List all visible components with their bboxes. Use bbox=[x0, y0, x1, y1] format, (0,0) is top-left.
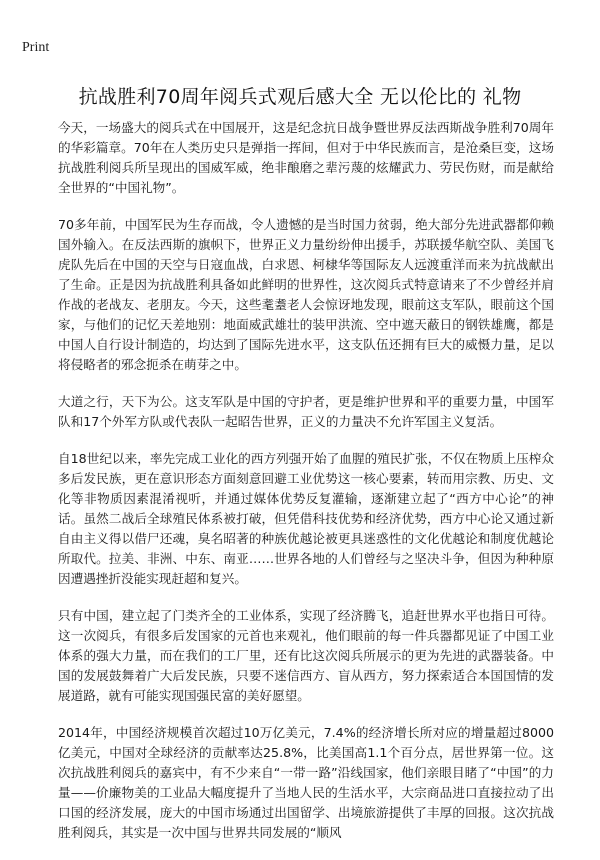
article-paragraph: 大道之行，天下为公。这支军队是中国的守护者，更是维护世界和平的重要力量，中国军队和17个外军方队或代表队一起昭告世界，正义的力量决不允许军国主义复活。 bbox=[58, 394, 554, 429]
article-body bbox=[58, 118, 554, 860]
article-paragraph: 自18世纪以来，率先完成工业化的西方列强开始了血腥的殖民扩张，不仅在物质上压榨众多后发民族，更在意识形态方面刻意回避工业优势这一核心要素，转而用宗教、历史、文化等非物质因素混淆视听，并通过媒体优势反复灌输，逐渐建立起了“西方中心论”的神话。虽然二战后全球殖民体系被打破，但凭借科技优势和经济优势，西方中心论又通过新自由主义得以借尸还魂，臭名昭著的种族优越论被更具迷惑性的文化优越论和制度优越论所取代。拉美、非洲、中东、南亚……世界各地的人们曾经与之坚决斗争，但因为种种原因遭遇挫折没能实现赶超和复兴。 bbox=[58, 451, 554, 586]
article-paragraph: 只有中国，建立起了门类齐全的工业体系，实现了经济腾飞，追赶世界水平也指日可待。这一次阅兵，有很多后发国家的元首也来观礼，他们眼前的每一件兵器都见证了中国工业体系的强大力量，而在我们的工厂里，还有比这次阅兵所展示的更为先进的武器装备。中国的发展鼓舞着广大后发民族，只要不迷信西方、盲从西方，努力探索适合本国国情的发展道路，就有可能实现国强民富的美好愿望。 bbox=[58, 608, 554, 703]
article-paragraph: 2014年，中国经济规模首次超过10万亿美元，7.4%的经济增长所对应的增量超过8000亿美元，中国对全球经济的贡献率达25.8%，比美国高1.1个百分点，居世界第一位。这次抗战胜利阅兵的嘉宾中，有不少来自“一带一路”沿线国家，他们亲眼目睹了“中国”的力量——价廉物美的工业品大幅度提升了当地人民的生活水平，大宗商品进口直接拉动了出口国的经济发展，庞大的中国市场通过出国留学、出境旅游提供了丰厚的回报。这次抗战胜利阅兵，其实是一次中国与世界共同发展的“顺风 bbox=[58, 725, 554, 840]
print-link[interactable]: Print bbox=[22, 40, 50, 55]
article-title: 抗战胜利70周年阅兵式观后感大全 无以伦比的 礼物 bbox=[78, 86, 522, 108]
article-paragraph: 70多年前，中国军民为生存而战，令人遗憾的是当时国力贫弱，绝大部分先进武器都仰赖国外输入。在反法西斯的旗帜下，世界正义力量纷纷伸出援手，苏联援华航空队、美国飞虎队先后在中国的天空与日寇血战，白求恩、柯棣华等国际友人远渡重洋而来为抗战献出了生命。正是因为抗战胜利具备如此鲜明的世界性，这次阅兵式特意请来了不少曾经并肩作战的老战友、老朋友。今天，这些耄耋老人会惊讶地发现，眼前这支军队，眼前这个国家，与他们的记忆天差地别：地面威武雄壮的装甲洪流、空中遮天蔽日的钢铁雄鹰，都是中国人自行设计制造的，均达到了国际先进水平，这支队伍还拥有巨大的威慑力量，足以将侵略者的邪念扼杀在萌芽之中。 bbox=[58, 217, 554, 372]
article-paragraph: 今天，一场盛大的阅兵式在中国展开，这是纪念抗日战争暨世界反法西斯战争胜利70周年的华彩篇章。70年在人类历史只是弹指一挥间，但对于中华民族而言，是沧桑巨变，这场抗战胜利阅兵所呈现出的国威军威，绝非酿磨之辈污蔑的炫耀武力、劳民伤财，而是献给全世界的“中国礼物”。 bbox=[58, 120, 554, 195]
